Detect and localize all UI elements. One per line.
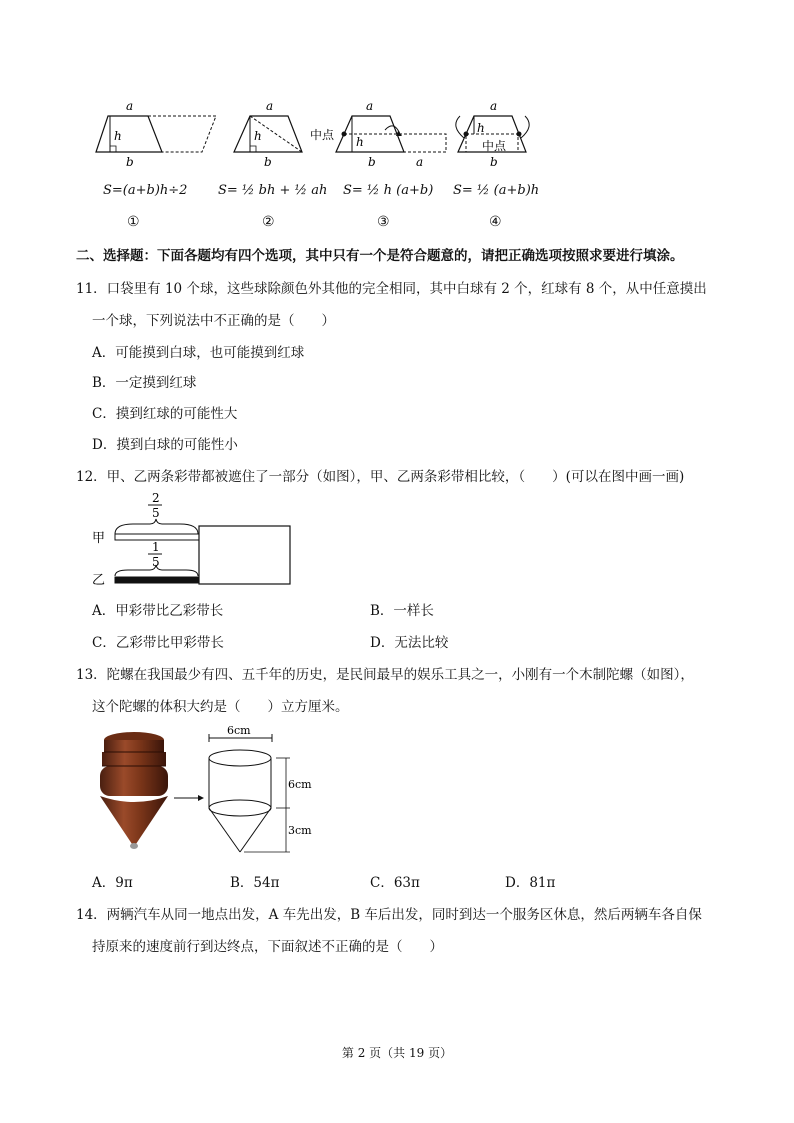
fig2-label-b: b [264,155,272,166]
fig4-label-a: a [490,99,498,113]
formula-1: S=(a+b)h÷2 [103,183,188,198]
formula-2: S= ½ bh + ½ ah [218,183,328,198]
figure-3-trapezoid [310,99,446,166]
q11-option-d[interactable]: D．摸到白球的可能性小 [92,437,238,453]
fig4-label-h: h [477,121,485,135]
fig3-label-h: h [356,135,364,149]
cylinder-height-label: 6cm [288,778,312,791]
fig3-label-b: b [368,155,376,166]
formula-3: S= ½ h (a+b) [343,183,434,198]
label-yi: 乙 [92,573,106,588]
q11-line-1: 11．口袋里有 10 个球，这些球除颜色外其他的完全相同，其中白球有 2 个，红球有 8 个，从中任意摸出 [76,281,707,297]
fig1-label-b: b [126,155,134,166]
fig3-label-a2: a [416,155,424,166]
fig3-label-midpoint: 中点 [310,128,335,142]
q14-line-1: 14．两辆汽车从同一地点出发，A 车先出发，B 车后出发，同时到达一个服务区休息，然后两辆车各自保 [76,907,702,923]
q12-option-c[interactable]: C．乙彩带比甲彩带长 [92,635,224,651]
q11-option-a[interactable]: A．可能摸到白球，也可能摸到红球 [92,345,305,361]
figure-number-3: ③ [377,214,390,230]
q13-option-d[interactable]: D．81π [505,875,556,891]
page-footer: 第 2 页（共 19 页） [341,1046,453,1060]
q11-line-2: 一个球，下列说法中不正确的是（ ） [92,313,335,329]
frac-bot-numerator: 1 [152,540,160,554]
formula-4: S= ½ (a+b)h [453,183,540,198]
q11-option-c[interactable]: C．摸到红球的可能性大 [92,406,238,422]
q13-line-1: 13．陀螺在我国最少有四、五千年的历史，是民间最早的娱乐工具之一，小刚有一个木制陀螺（如图）， [76,667,694,683]
q11-option-b[interactable]: B．一定摸到红球 [92,375,197,391]
label-jia: 甲 [92,531,106,546]
figure-4-trapezoid [456,99,529,166]
fig1-label-h: h [114,129,122,143]
fig4-label-midpoint: 中点 [482,139,507,153]
cone-height-label: 3cm [288,824,312,837]
q12-line-1: 12．甲、乙两条彩带都被遮住了一部分（如图），甲、乙两条彩带相比较，（ ）(可以在图中画一画) [76,469,685,485]
frac-top-numerator: 2 [152,491,160,505]
cylinder-cone-diagram [209,726,312,852]
q13-line-2: 这个陀螺的体积大约是（ ）立方厘米。 [92,699,349,715]
q13-option-a[interactable]: A．9π [92,875,133,891]
wooden-top-image [100,732,168,849]
ribbon-comparison-figure [88,490,298,592]
fig2-label-a: a [266,99,274,113]
trapezoid-area-figures [80,96,560,166]
q13-option-b[interactable]: B．54π [230,875,280,891]
fig1-label-a: a [126,99,134,113]
figure-1-trapezoid [96,99,216,166]
q12-option-b[interactable]: B．一样长 [370,603,434,619]
figure-number-4: ④ [489,214,502,230]
section-2-title: 二、选择题：下面各题均有四个选项，其中只有一个是符合题意的，请把正确选项按照求要进行填涂。 [76,248,684,264]
frac-top-denominator: 5 [152,506,160,520]
figure-2-trapezoid [234,99,302,166]
q13-option-c[interactable]: C．63π [370,875,420,891]
diameter-label: 6cm [227,726,251,737]
q12-option-a[interactable]: A．甲彩带比乙彩带长 [92,603,224,619]
fig3-label-a: a [366,99,374,113]
spinning-top-figure [94,726,334,860]
fig2-label-h: h [254,129,262,143]
figure-number-2: ② [262,214,275,230]
figure-number-1: ① [127,214,140,230]
q12-option-d[interactable]: D．无法比较 [370,635,449,651]
frac-bot-denominator: 5 [152,555,160,569]
fig4-label-b: b [490,155,498,166]
q14-line-2: 持原来的速度前行到达终点，下面叙述不正确的是（ ） [92,939,443,955]
